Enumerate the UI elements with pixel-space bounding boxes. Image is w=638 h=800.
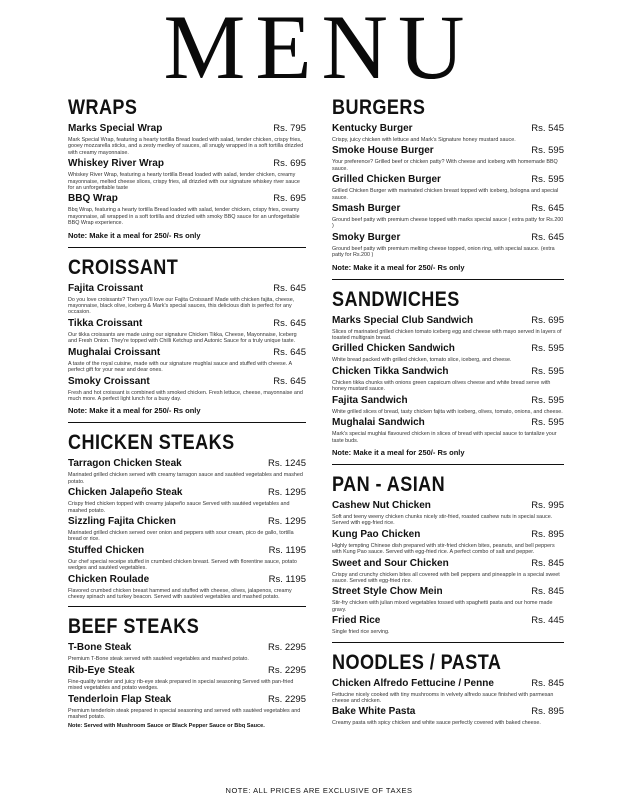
item-name: Chicken Roulade: [68, 573, 150, 585]
menu-item: [332, 586, 564, 613]
item-description: Premium T-Bone steak served with sautéed vegetables and mashed potato.: [68, 656, 249, 663]
menu-section: [68, 615, 306, 730]
item-price: Rs. 695: [273, 193, 306, 205]
item-name: Marks Special Wrap: [68, 123, 163, 134]
section-heading: CROISSANT: [68, 255, 179, 279]
menu-item-row: [332, 529, 564, 542]
item-price: Rs. 1195: [268, 573, 306, 585]
menu-item: [332, 123, 564, 143]
menu-section: [68, 96, 306, 241]
menu-item: [332, 678, 564, 705]
menu-item-row: [68, 347, 306, 360]
item-name: Tikka Croissant: [68, 317, 143, 329]
menu-item: [332, 706, 564, 726]
item-description: Chicken tikka chunks with onions green capsicum olives cheese and white bread serve with honey mustard sauce.: [332, 379, 551, 393]
item-description: Crispy fried chicken topped with creamy jalapeño sauce Served with sautéed vegetables and mashed potato.: [68, 501, 290, 514]
item-price: Rs. 595: [531, 343, 564, 355]
menu-item-row: [68, 487, 306, 500]
item-name: Kentucky Burger: [332, 123, 413, 134]
item-name: Fajita Croissant: [68, 282, 144, 294]
item-name: Sizzling Fajita Chicken: [68, 515, 176, 527]
menu-item-row: [68, 123, 306, 136]
item-name: Grilled Chicken Sandwich: [332, 343, 455, 355]
item-name: Stuffed Chicken: [68, 544, 145, 556]
item-name: Smash Burger: [332, 203, 401, 215]
menu-item: [332, 315, 564, 342]
item-description: Crispy and crunchy chicken bites all covered with bell peppers and pineapple in a special sweet sauce. Served with egg-fried rice.: [332, 571, 560, 584]
menu-item: [68, 318, 306, 345]
menu-item: [332, 203, 564, 230]
menu-item-row: [332, 586, 564, 599]
menu-item-row: [332, 366, 564, 379]
item-description: Fresh and hot croissant is combined with smoked chicken. Fresh lettuce, cheese, mayonnaise and much more. A perfect light lunch for a busy day.: [68, 389, 303, 402]
right-column: [332, 96, 564, 729]
item-price: Rs. 595: [531, 174, 564, 186]
item-name: Bake White Pasta: [332, 706, 416, 718]
menu-item-row: [332, 678, 564, 691]
item-name: Chicken Jalapeño Steak: [68, 487, 183, 499]
menu-item: [332, 558, 564, 585]
menu-title: MENU: [163, 0, 475, 98]
menu-item: [68, 574, 306, 601]
left-column: [68, 96, 306, 730]
menu-item-row: [68, 318, 306, 331]
item-name: Chicken Tikka Sandwich: [332, 365, 449, 377]
section-heading: BEEF STEAKS: [68, 615, 200, 639]
menu-item-row: [68, 642, 306, 655]
item-price: Rs. 895: [531, 528, 564, 540]
menu-section: [332, 473, 564, 636]
item-name: T-Bone Steak: [68, 642, 132, 654]
item-price: Rs. 645: [531, 203, 564, 215]
menu-item-row: [68, 193, 306, 206]
section-heading: NOODLES / PASTA: [332, 650, 502, 674]
menu-item: [332, 232, 564, 259]
item-description: Mark's special mughlai flavoured chicken in slices of bread with special sauce to tantalize your taste buds.: [332, 431, 557, 444]
item-price: Rs. 595: [531, 394, 564, 406]
item-description: White grilled slices of bread, tasty chicken fajita with iceberg, olives, tomato, onions, and cheese.: [332, 408, 563, 415]
item-name: Marks Special Club Sandwich: [332, 314, 474, 326]
menu-item: [332, 145, 564, 172]
item-description: Stir-fry chicken with julian mixed vegetables tossed with spaghetti pasta and our home made gravy.: [332, 600, 553, 613]
menu-item: [68, 694, 306, 721]
menu-item-row: [332, 558, 564, 571]
item-name: Smoke House Burger: [332, 145, 434, 157]
item-description: Highly tempting Chinese dish prepared with stir-fried chicken bites, peanuts, and bell peppers with Kung Pao sauce. Served with egg-fried rice. A perfect combo of salt and pepper.: [332, 542, 555, 556]
item-description: Marinated grilled chicken served over onion and peppers with sour cream, pico de gallo, tortilla bread or rice.: [68, 529, 294, 543]
item-price: Rs. 2295: [267, 642, 306, 654]
item-name: BBQ Wrap: [68, 193, 118, 205]
item-price: Rs. 595: [531, 417, 564, 429]
item-price: Rs. 845: [531, 586, 564, 598]
meal-note: Note: Make it a meal for 250/- Rs only: [332, 262, 465, 272]
item-name: Grilled Chicken Burger: [332, 174, 441, 186]
item-price: Rs. 845: [531, 557, 564, 569]
menu-item-row: [332, 343, 564, 356]
section-divider: [332, 464, 564, 465]
item-price: Rs. 2295: [267, 693, 306, 705]
item-description: White bread packed with grilled chicken, tomato slice, iceberg, and cheese.: [332, 357, 512, 364]
item-description: Your preference? Grilled beef or chicken patty? With cheese and iceberg with homemade BBQ sauce.: [332, 159, 558, 172]
item-price: Rs. 595: [531, 365, 564, 377]
menu-item-row: [332, 315, 564, 328]
item-price: Rs. 845: [531, 677, 564, 689]
item-description: A taste of the royal cuisine, made with our signature mughlai sauce and stuffed with cheese. A perfect gift for your near and dear ones.: [68, 360, 292, 374]
menu-item: [68, 158, 306, 191]
item-price: Rs. 795: [273, 123, 306, 134]
menu-item: [332, 417, 564, 444]
section-divider: [332, 279, 564, 280]
item-price: Rs. 1295: [267, 487, 306, 499]
menu-item: [332, 343, 564, 363]
menu-item: [68, 376, 306, 403]
item-price: Rs. 545: [531, 123, 564, 134]
menu-item-row: [68, 574, 306, 587]
menu-item: [332, 615, 564, 635]
menu-section: [68, 431, 306, 600]
menu-item: [68, 283, 306, 316]
menu-section: [332, 96, 564, 273]
menu-item-row: [68, 694, 306, 707]
section-heading: CHICKEN STEAKS: [68, 431, 235, 455]
item-description: Ground beef patty with premium cheese topped with marks special sauce ( extra patty for Rs.200 ): [332, 217, 564, 230]
menu-item: [332, 500, 564, 527]
menu-item: [68, 347, 306, 374]
item-price: Rs. 645: [531, 231, 564, 243]
menu-item-row: [332, 174, 564, 187]
menu-item: [68, 458, 306, 485]
menu-item-row: [332, 232, 564, 245]
menu-item-row: [68, 283, 306, 296]
section-heading: WRAPS: [68, 96, 138, 119]
item-price: Rs. 2295: [267, 664, 306, 676]
menu-item-row: [68, 158, 306, 171]
item-description: Crispy, juicy chicken with lettuce and Mark's Signature honey mustard sauce.: [332, 137, 516, 143]
section-divider: [68, 247, 306, 248]
menu-item-row: [332, 203, 564, 216]
section-heading: SANDWICHES: [332, 287, 460, 311]
item-price: Rs. 695: [273, 158, 306, 170]
menu-item: [68, 545, 306, 572]
menu-item-row: [68, 545, 306, 558]
item-name: Rib-Eye Steak: [68, 664, 135, 676]
item-price: Rs. 645: [273, 282, 306, 294]
item-name: Smoky Croissant: [68, 375, 150, 387]
item-price: Rs. 595: [531, 145, 564, 157]
menu-item: [332, 174, 564, 201]
item-description: Mark Special Wrap, featuring a hearty tortilla Bread loaded with salad, tender chicken, crispy fries, gooey mozzarella sticks, and a zesty medley of sauces, all snugly wrapped in a soft tortilla drizzled with creamy mayonnaise.: [68, 137, 304, 156]
item-description: Flavored crumbed chicken breast hammed and stuffed with cheese, olives, jalapenos, creamy cheesy spinach and turkey beacon. Served with sautéed vegetables and mashed potato.: [68, 587, 292, 600]
item-price: Rs. 645: [273, 317, 306, 329]
menu-item-row: [68, 458, 306, 471]
menu-item: [68, 123, 306, 156]
menu-item: [332, 395, 564, 415]
menu-section: [332, 651, 564, 727]
item-name: Tenderloin Flap Steak: [68, 693, 172, 705]
menu-item-row: [332, 500, 564, 513]
meal-note: Note: Make it a meal for 250/- Rs only: [332, 447, 465, 457]
item-description: Premium tenderloin steak prepared in special seasoning and served with sautéed vegetables and mashed potato.: [68, 707, 301, 720]
item-name: Smoky Burger: [332, 231, 401, 243]
item-price: Rs. 645: [273, 375, 306, 387]
menu-item-row: [332, 123, 564, 136]
menu-item: [68, 487, 306, 514]
item-price: Rs. 645: [273, 346, 306, 358]
item-name: Whiskey River Wrap: [68, 158, 164, 170]
item-description: Grilled Chicken Burger with marinated chicken breast topped with iceberg, bologna and special sauce.: [332, 188, 559, 201]
menu-item-row: [332, 145, 564, 158]
item-name: Street Style Chow Mein: [332, 586, 443, 598]
sauce-note: Note: Served with Mushroom Sauce or Black Pepper Sauce or Bbq Sauce.: [68, 723, 265, 730]
menu-item-row: [332, 395, 564, 408]
item-name: Tarragon Chicken Steak: [68, 458, 182, 470]
item-description: Ground beef patty with premium melting cheese topped, onion ring, with special sauce. (extra patty for Rs.200 ): [332, 245, 555, 259]
item-price: Rs. 995: [531, 499, 564, 511]
tax-note: NOTE: ALL PRICES ARE EXCLUSIVE OF TAXES: [225, 786, 413, 795]
item-description: Creamy pasta with spicy chicken and white sauce perfectly covered with baked cheese.: [332, 720, 541, 727]
item-price: Rs. 445: [531, 615, 564, 627]
item-name: Sweet and Sour Chicken: [332, 557, 449, 569]
menu-item: [68, 516, 306, 543]
item-description: Our chef special receipe stuffed in crumbed chicken breast. Served with florentine sauce, potato wedges and sautéed vegetables.: [68, 558, 297, 572]
menu-section: [332, 288, 564, 458]
menu-item-row: [332, 706, 564, 719]
section-heading: PAN - ASIAN: [332, 472, 446, 496]
meal-note: Note: Make it a meal for 250/- Rs only: [68, 406, 201, 416]
item-description: Fine-quality tender and juicy rib-eye steak prepared in special seasoning Served with pan-fried mixed vegetables and potato wedges.: [68, 678, 294, 692]
item-name: Chicken Alfredo Fettucine / Penne: [332, 677, 494, 689]
item-name: Cashew Nut Chicken: [332, 499, 431, 511]
item-description: Slices of marinated grilled chicken tomato iceberg egg and cheese with mayo served in layers of toasted multigrain bread.: [332, 328, 562, 342]
item-description: Do you love croissants? Then you'll love our Fajita Croissant! Made with chicken fajita, cheese, mayonnaise, black olive, iceberg & Mark's special sauces, this delicious dish is perfect for any occasion.: [68, 296, 295, 316]
section-divider: [68, 606, 306, 607]
item-description: Whiskey River Wrap, featuring a hearty tortilla Bread loaded with salad, tender chicken, creamy mayonnaise, melted cheese slices, crispy fries, all drizzled with our signature whiskey river sauce for an unforgettable taste: [68, 172, 300, 192]
item-price: Rs. 695: [531, 314, 564, 326]
menu-item-row: [332, 417, 564, 430]
menu-item-row: [68, 516, 306, 529]
item-name: Mughalai Sandwich: [332, 417, 425, 429]
menu-item: [68, 642, 306, 662]
item-name: Fajita Sandwich: [332, 394, 408, 406]
menu-item: [68, 193, 306, 226]
section-heading: BURGERS: [332, 96, 426, 119]
section-divider: [332, 642, 564, 643]
item-price: Rs. 895: [531, 706, 564, 718]
menu-item: [332, 366, 564, 393]
item-name: Fried Rice: [332, 615, 381, 627]
section-divider: [68, 422, 306, 423]
item-price: Rs. 1245: [267, 458, 306, 470]
menu-item-row: [68, 665, 306, 678]
item-description: Single fried rice serving.: [332, 629, 390, 636]
item-description: Bbq Wrap, featuring a hearty tortilla Bread loaded with salad, tender chicken, crispy fries, creamy mayonnaise, all wrapped in a soft tortilla and drizzled with smoky BBQ sauce for an unforgettable BBQ Wrap experience.: [68, 207, 300, 227]
menu-item: [332, 529, 564, 556]
item-price: Rs. 1195: [268, 544, 306, 556]
item-description: Our tikka croissants are made using our signature Chicken Tikka, Cheese, Mayonnaise, Iceberg and Fresh Onion. They're topped with Chilli Ketchup and Autonic Sauce for a truly unique taste.: [68, 331, 297, 345]
item-name: Mughalai Croissant: [68, 346, 161, 358]
menu-item-row: [68, 376, 306, 389]
item-description: Fettucine nicely cooked with tiny mushrooms in velvety alfredo sauce finished with parmesan cheese and chicken.: [332, 691, 554, 704]
menu-item: [68, 665, 306, 692]
item-price: Rs. 1295: [267, 515, 306, 527]
item-description: Marinated grilled chicken served with creamy tarragon sauce and sautéed vegetables and mashed potato.: [68, 472, 303, 485]
menu-section: [68, 256, 306, 417]
menu-item-row: [332, 615, 564, 628]
meal-note: Note: Make it a meal for 250/- Rs only: [68, 230, 201, 240]
item-description: Soft and teeny weeny chicken chunks nicely stir-fried, roasted cashew nuts in special sauce. Served with egg-fried rice.: [332, 513, 553, 527]
item-name: Kung Pao Chicken: [332, 528, 421, 540]
